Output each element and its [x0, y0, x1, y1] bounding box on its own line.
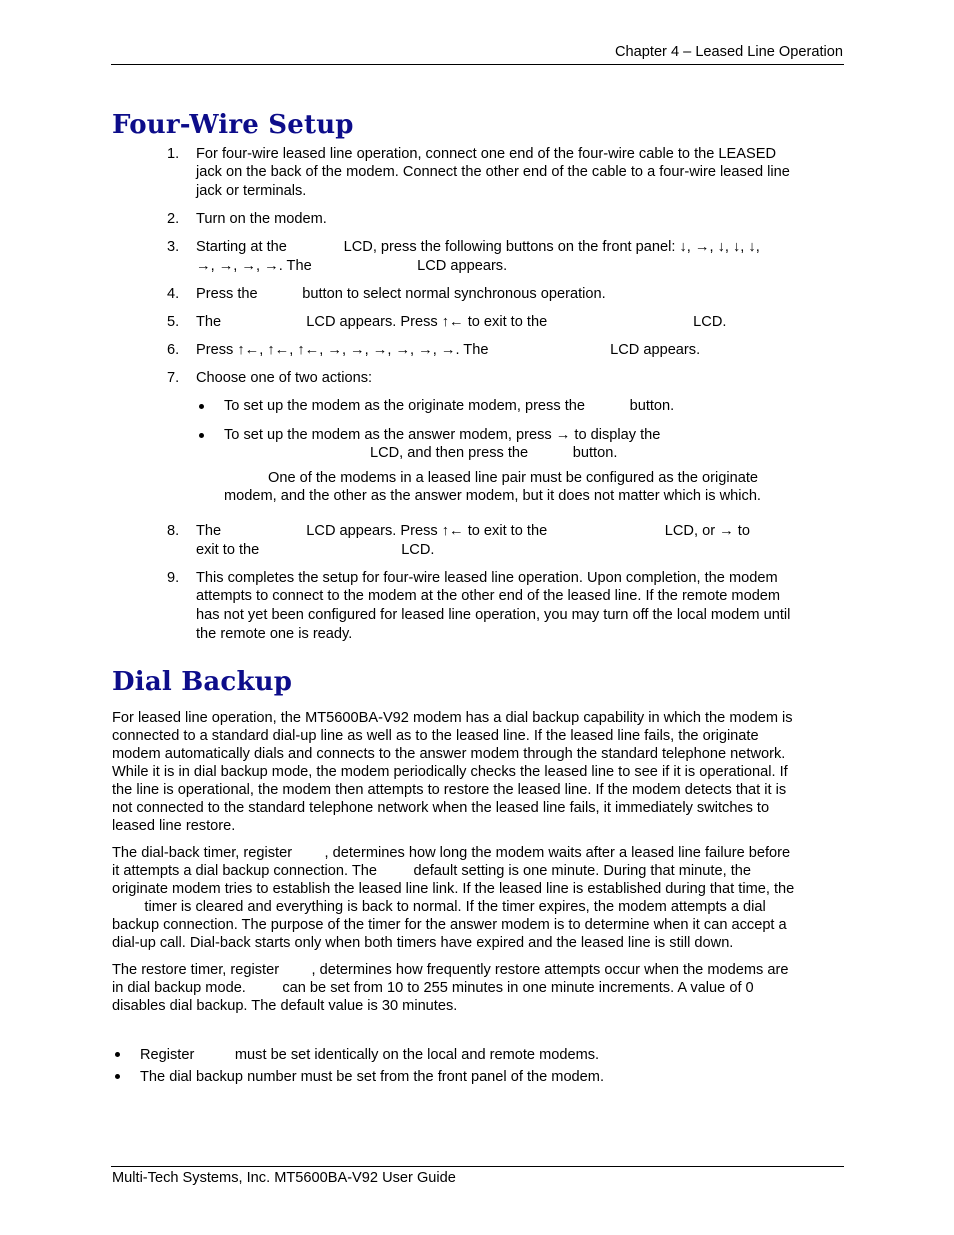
running-header: Chapter 4 – Leased Line Operation	[615, 44, 843, 60]
step-text: attempts to connect to the modem at the other end of the leased line. If the remote modem	[196, 588, 781, 604]
bullet-dot	[115, 1074, 120, 1079]
step-number: 2.	[167, 211, 180, 227]
paragraph-line: disables dial backup. The default value is 30 minutes.	[112, 998, 458, 1014]
bullet-text: Register must be set identically on the local and remote modems.	[140, 1047, 600, 1063]
step-text: jack or terminals.	[196, 183, 307, 199]
step-text: Choose one of two actions:	[196, 370, 373, 386]
bullet-dot	[115, 1052, 120, 1057]
bullet-dot	[199, 404, 204, 409]
step-number: 6.	[167, 342, 180, 358]
paragraph-line: For leased line operation, the MT5600BA-V92 modem has a dial backup capability in which the modem is	[112, 710, 793, 726]
step-text: →, →, →, →. The LCD appears.	[196, 258, 508, 274]
paragraph-line: backup connection. The purpose of the timer for the answer modem is to determine when it can accept a	[112, 917, 787, 933]
step-number: 3.	[167, 239, 180, 255]
step-number: 1.	[167, 146, 180, 162]
header-rule	[111, 64, 844, 65]
note-text: modem, and the other as the answer modem, but it does not matter which is which.	[224, 488, 761, 504]
step-text: Turn on the modem.	[196, 211, 327, 227]
step-number: 4.	[167, 286, 180, 302]
step-text: This completes the setup for four-wire leased line operation. Upon completion, the modem	[196, 570, 778, 586]
step-text: the remote one is ready.	[196, 626, 353, 642]
paragraph-line: the line is operational, the modem then attempts to restore the leased line. If the modem detects that it is	[112, 782, 787, 798]
step-text: exit to the LCD.	[196, 542, 435, 558]
paragraph-line: leased line restore.	[112, 818, 236, 834]
step-text: The LCD appears. Press ↑← to exit to the LCD, or → to	[196, 523, 750, 539]
paragraph-line: The restore timer, register , determines how frequently restore attempts occur when the modems are	[112, 962, 789, 978]
paragraph-line: in dial backup mode. can be set from 10 to 255 minutes in one minute increments. A value of 0	[112, 980, 754, 996]
bullet-text: The dial backup number must be set from the front panel of the modem.	[140, 1069, 604, 1085]
step-text: Starting at the LCD, press the following buttons on the front panel: ↓, →, ↓, ↓, ↓,	[196, 239, 760, 255]
step-text: has not yet been configured for leased line operation, you may turn off the local modem until	[196, 607, 791, 623]
bullet-text: To set up the modem as the originate modem, press the button.	[224, 398, 675, 414]
paragraph-line: connected to a standard dial-up line as well as to the leased line. If the leased line fails, the originate	[112, 728, 759, 744]
running-footer: Multi-Tech Systems, Inc. MT5600BA-V92 User Guide	[112, 1170, 456, 1186]
step-text: jack on the back of the modem. Connect the other end of the cable to a four-wire leased line	[196, 164, 790, 180]
step-number: 9.	[167, 570, 180, 586]
paragraph-line: While it is in dial backup mode, the modem periodically checks the leased line to see if it is operational. If	[112, 764, 788, 780]
step-text: For four-wire leased line operation, connect one end of the four-wire cable to the LEASED	[196, 146, 777, 162]
bullet-text: LCD, and then press the button.	[224, 445, 618, 461]
dial-backup-heading: Dial Backup	[112, 667, 293, 697]
paragraph-line: originate modem tries to establish the leased line link. If the leased line is established during that time, the	[112, 881, 795, 897]
paragraph-line: it attempts a dial backup connection. The default setting is one minute. During that minute, the	[112, 863, 751, 879]
step-number: 5.	[167, 314, 180, 330]
paragraph-line: not connected to the standard telephone network when the leased line fails, it immediately switches to	[112, 800, 770, 816]
step-number: 7.	[167, 370, 180, 386]
four-wire-setup-heading: Four-Wire Setup	[112, 110, 354, 140]
paragraph-line: timer is cleared and everything is back to normal. If the timer expires, the modem attempts a dial	[112, 899, 766, 915]
bullet-text: To set up the modem as the answer modem, press → to display the	[224, 427, 661, 443]
paragraph-line: The dial-back timer, register , determines how long the modem waits after a leased line failure before	[112, 845, 791, 861]
step-text: Press the button to select normal synchronous operation.	[196, 286, 606, 302]
paragraph-line: modem automatically dials and connects to the answer modem through the standard telephone network.	[112, 746, 786, 762]
paragraph-line: dial-up call. Dial-back starts only when both timers have expired and the leased line is still down.	[112, 935, 734, 951]
bullet-dot	[199, 433, 204, 438]
footer-rule	[111, 1166, 844, 1167]
step-number: 8.	[167, 523, 180, 539]
step-text: Press ↑←, ↑←, ↑←, →, →, →, →, →, →. The LCD appears.	[196, 342, 701, 358]
step-text: The LCD appears. Press ↑← to exit to the LCD.	[196, 314, 727, 330]
note-text: One of the modems in a leased line pair must be configured as the originate	[268, 470, 758, 486]
